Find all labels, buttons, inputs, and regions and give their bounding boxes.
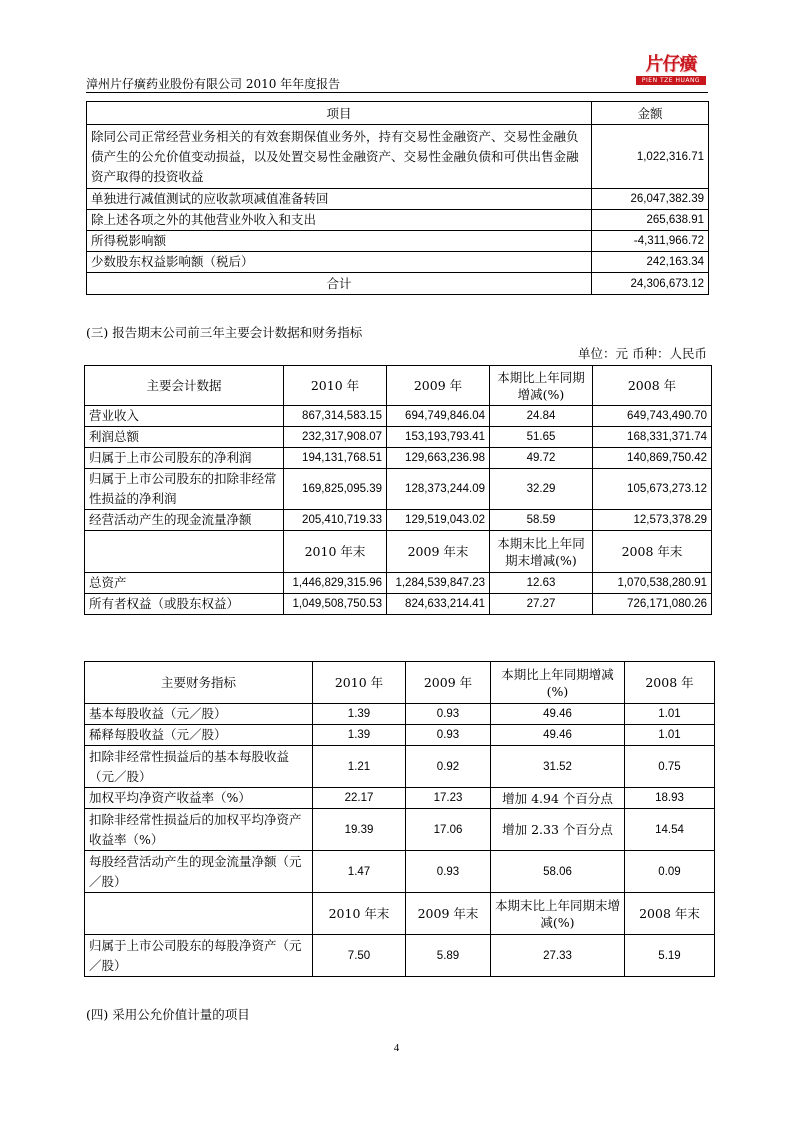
column-header: 2010 年 — [313, 662, 406, 704]
item-cell: 除同公司正常经营业务相关的有效套期保值业务外，持有交易性金融资产、交易性金融负债产生的公允价值变动损益，以及处置交易性金融资产、交易性金融负债和可供出售金融资产取得的投资收益 — [87, 125, 592, 189]
item-cell: 单独进行减值测试的应收款项减值准备转回 — [87, 189, 592, 210]
change-cell: 31.52 — [491, 746, 625, 788]
column-header: 2009 年 — [406, 662, 491, 704]
change-cell: 12.63 — [490, 573, 593, 594]
change-cell: 24.84 — [490, 406, 593, 427]
value-cell: 194,131,768.51 — [284, 448, 387, 469]
indicator-label: 加权平均净资产收益率（%） — [85, 788, 313, 809]
value-cell: 0.93 — [406, 851, 491, 893]
logo-subtext: PIEN TZE HUANG — [636, 76, 706, 85]
value-cell: 168,331,371.74 — [593, 427, 712, 448]
change-cell: 51.65 — [490, 427, 593, 448]
value-cell: 19.39 — [313, 809, 406, 851]
column-header: 本期末比上年同期末增减(%) — [490, 531, 593, 573]
value-cell: 5.19 — [625, 935, 715, 977]
metric-label: 归属于上市公司股东的净利润 — [85, 448, 284, 469]
total-label: 合计 — [87, 273, 592, 295]
page-header — [86, 52, 708, 92]
table-row — [85, 448, 712, 469]
table-row — [85, 510, 712, 531]
value-cell: 18.93 — [625, 788, 715, 809]
table-row — [85, 746, 715, 788]
table-row — [85, 935, 715, 977]
table-row — [85, 704, 715, 725]
indicator-label: 扣除非经常性损益后的基本每股收益（元／股） — [85, 746, 313, 788]
value-cell: 0.09 — [625, 851, 715, 893]
value-cell: 5.89 — [406, 935, 491, 977]
amount-cell: 1,022,316.71 — [592, 125, 709, 189]
column-header: 主要财务指标 — [85, 662, 313, 704]
indicator-label: 稀释每股收益（元／股） — [85, 725, 313, 746]
amount-cell: 26,047,382.39 — [592, 189, 709, 210]
value-cell: 17.06 — [406, 809, 491, 851]
item-cell: 所得税影响额 — [87, 231, 592, 252]
value-cell: 12,573,378.29 — [593, 510, 712, 531]
value-cell: 22.17 — [313, 788, 406, 809]
value-cell: 129,519,043.02 — [387, 510, 490, 531]
value-cell: 694,749,846.04 — [387, 406, 490, 427]
logo-text: 片仔癀 — [645, 54, 697, 75]
change-cell: 49.72 — [490, 448, 593, 469]
column-header: 本期末比上年同期末增减(%) — [491, 893, 625, 935]
amount-cell: 242,163.34 — [592, 252, 709, 273]
value-cell: 153,193,793.41 — [387, 427, 490, 448]
table-row — [85, 809, 715, 851]
column-header: 2008 年 — [625, 662, 715, 704]
change-cell: 49.46 — [491, 704, 625, 725]
column-header: 2008 年 — [593, 366, 712, 406]
table-row — [87, 125, 709, 189]
table-row — [87, 252, 709, 273]
indicator-label: 扣除非经常性损益后的加权平均净资产收益率（%） — [85, 809, 313, 851]
value-cell: 649,743,490.70 — [593, 406, 712, 427]
table-row — [85, 594, 712, 615]
value-cell: 1.21 — [313, 746, 406, 788]
table-row — [85, 573, 712, 594]
value-cell: 205,410,719.33 — [284, 510, 387, 531]
value-cell: 0.92 — [406, 746, 491, 788]
indicator-label: 基本每股收益（元／股） — [85, 704, 313, 725]
financial-indicators-table — [84, 661, 715, 977]
column-header: 2010 年 — [284, 366, 387, 406]
table-row — [85, 469, 712, 510]
report-title: 漳州片仔癀药业股份有限公司 2010 年年度报告 — [86, 77, 341, 91]
change-cell: 增加 2.33 个百分点 — [491, 809, 625, 851]
indicator-label: 每股经营活动产生的现金流量净额（元／股） — [85, 851, 313, 893]
table-row — [87, 210, 709, 231]
total-amount: 24,306,673.12 — [592, 273, 709, 295]
table-row — [87, 189, 709, 210]
value-cell: 824,633,214.41 — [387, 594, 490, 615]
metric-label: 总资产 — [85, 573, 284, 594]
change-cell: 增加 4.94 个百分点 — [491, 788, 625, 809]
change-cell: 58.06 — [491, 851, 625, 893]
value-cell: 1.39 — [313, 725, 406, 746]
indicator-label: 归属于上市公司股东的每股净资产（元／股） — [85, 935, 313, 977]
column-header: 本期比上年同期增减(%) — [490, 366, 593, 406]
amount-cell: 265,638.91 — [592, 210, 709, 231]
company-logo — [636, 52, 706, 88]
metric-label: 利润总额 — [85, 427, 284, 448]
value-cell: 232,317,908.07 — [284, 427, 387, 448]
column-header: 本期比上年同期增减(%) — [491, 662, 625, 704]
amount-cell: -4,311,966.72 — [592, 231, 709, 252]
table-row — [85, 851, 715, 893]
column-header: 2009 年末 — [406, 893, 491, 935]
currency-unit-label: 单位：元 币种：人民币 — [578, 346, 707, 361]
value-cell: 1,049,508,750.53 — [284, 594, 387, 615]
value-cell: 128,373,244.09 — [387, 469, 490, 510]
column-header: 2010 年末 — [313, 893, 406, 935]
table-row — [85, 427, 712, 448]
column-header-blank — [85, 531, 284, 573]
metric-label: 营业收入 — [85, 406, 284, 427]
metric-label: 所有者权益（或股东权益） — [85, 594, 284, 615]
change-cell: 49.46 — [491, 725, 625, 746]
value-cell: 140,869,750.42 — [593, 448, 712, 469]
change-cell: 27.27 — [490, 594, 593, 615]
column-header-item: 项目 — [87, 102, 592, 125]
item-cell: 少数股东权益影响额（税后） — [87, 252, 592, 273]
change-cell: 32.29 — [490, 469, 593, 510]
section-4-title: (四) 采用公允价值计量的项目 — [86, 1007, 250, 1022]
column-header-amount: 金额 — [592, 102, 709, 125]
value-cell: 169,825,095.39 — [284, 469, 387, 510]
non-recurring-items-table — [86, 101, 709, 295]
value-cell: 105,673,273.12 — [593, 469, 712, 510]
value-cell: 0.93 — [406, 704, 491, 725]
total-row — [87, 273, 709, 295]
value-cell: 129,663,236.98 — [387, 448, 490, 469]
metric-label: 归属于上市公司股东的扣除非经常性损益的净利润 — [85, 469, 284, 510]
value-cell: 1,070,538,280.91 — [593, 573, 712, 594]
column-header: 2008 年末 — [625, 893, 715, 935]
value-cell: 0.75 — [625, 746, 715, 788]
page-number: 4 — [393, 1042, 400, 1054]
value-cell: 1.01 — [625, 725, 715, 746]
item-cell: 除上述各项之外的其他营业外收入和支出 — [87, 210, 592, 231]
table-row — [85, 725, 715, 746]
column-header-blank — [85, 893, 313, 935]
column-header: 2010 年末 — [284, 531, 387, 573]
table-row — [87, 231, 709, 252]
accounting-data-table — [84, 365, 712, 615]
table-row — [85, 406, 712, 427]
header-divider — [86, 92, 708, 93]
column-header: 2009 年末 — [387, 531, 490, 573]
value-cell: 7.50 — [313, 935, 406, 977]
column-header: 2009 年 — [387, 366, 490, 406]
table-row — [85, 788, 715, 809]
value-cell: 1.39 — [313, 704, 406, 725]
change-cell: 58.59 — [490, 510, 593, 531]
value-cell: 17.23 — [406, 788, 491, 809]
section-3-title: (三) 报告期末公司前三年主要会计数据和财务指标 — [86, 325, 363, 340]
value-cell: 1,284,539,847.23 — [387, 573, 490, 594]
value-cell: 1.47 — [313, 851, 406, 893]
value-cell: 14.54 — [625, 809, 715, 851]
column-header: 主要会计数据 — [85, 366, 284, 406]
metric-label: 经营活动产生的现金流量净额 — [85, 510, 284, 531]
value-cell: 1,446,829,315.96 — [284, 573, 387, 594]
value-cell: 867,314,583.15 — [284, 406, 387, 427]
column-header: 2008 年末 — [593, 531, 712, 573]
value-cell: 1.01 — [625, 704, 715, 725]
value-cell: 726,171,080.26 — [593, 594, 712, 615]
value-cell: 0.93 — [406, 725, 491, 746]
change-cell: 27.33 — [491, 935, 625, 977]
